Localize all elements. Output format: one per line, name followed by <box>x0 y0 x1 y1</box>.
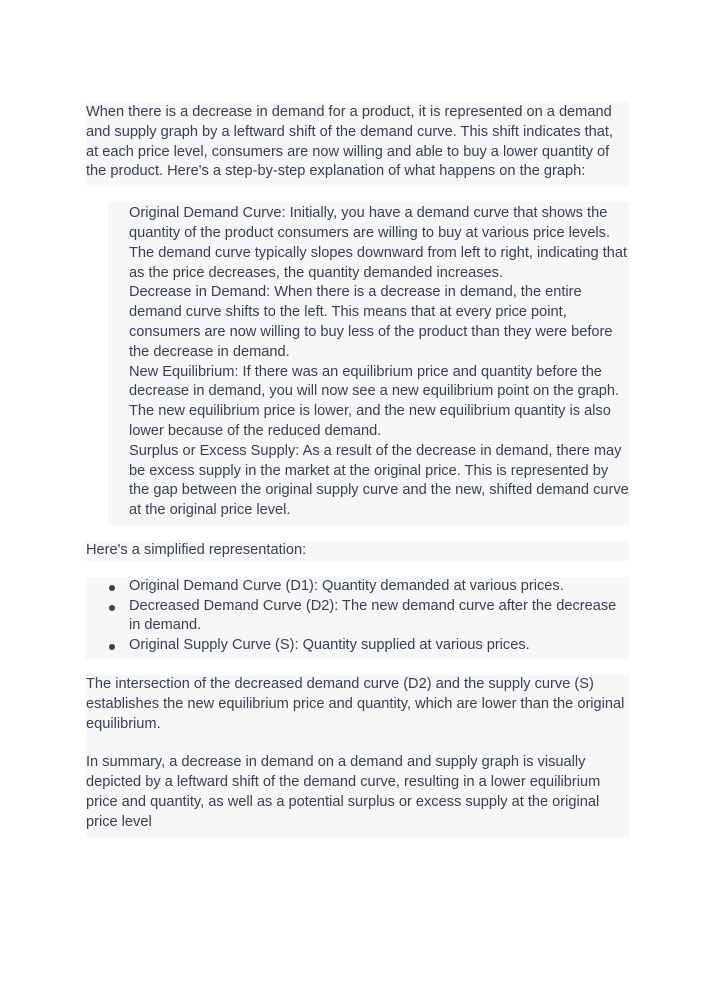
summary-paragraph: In summary, a decrease in demand on a demand and supply graph is visually depicted by a leftward shift of the demand curve, resulting in a lower equilibrium price and quantity, as well as a potential surplus or excess supply at the original price level <box>86 754 601 830</box>
list-item-text: Original Demand Curve (D1): Quantity demanded at various prices. <box>129 577 564 594</box>
step-original-demand: Original Demand Curve: Initially, you have a demand curve that shows the quantity of the product consumers are willing to buy at various price levels. The demand curve typically slopes downward from left to right, indicating that as the price decreases, the quantity demanded increases. <box>129 205 628 281</box>
document-body <box>86 102 629 837</box>
list-item-text: Decreased Demand Curve (D2): The new demand curve after the decrease in demand. <box>129 597 617 634</box>
bullet-icon <box>109 644 115 650</box>
steps-block <box>108 202 629 525</box>
simplified-heading: Here's a simplified representation: <box>86 541 629 561</box>
step-new-equilibrium: New Equilibrium: If there was an equilibrium price and quantity before the decrease in demand, you will now see a new equilibrium point on the graph. The new equilibrium price is lower, and the new equilibrium quantity is also lower because of the reduced demand. <box>129 363 619 439</box>
bullet-icon <box>109 605 115 611</box>
intro-paragraph: When there is a decrease in demand for a product, it is represented on a demand and supply graph by a leftward shift of the demand curve. This shift indicates that, at each price level, consumers are now willing and able to buy a lower quantity of the product. Here's a step-by-step explanation of what happens on the graph: <box>86 102 629 186</box>
bullet-icon <box>109 585 115 591</box>
bullet-list <box>86 577 629 659</box>
conclusion-block <box>86 675 629 837</box>
list-item-d2 <box>86 597 629 637</box>
step-surplus: Surplus or Excess Supply: As a result of the decrease in demand, there may be excess supply in the market at the original price. This is represented by the gap between the original supply curve and the new, shifted demand curve at the original price level. <box>129 442 629 519</box>
list-item-d1 <box>86 577 629 597</box>
intersection-paragraph: The intersection of the decreased demand curve (D2) and the supply curve (S) establishes the new equilibrium price and quantity, which are lower than the original equilibrium. <box>86 675 625 732</box>
step-decrease-in-demand: Decrease in Demand: When there is a decrease in demand, the entire demand curve shifts to the left. This means that at every price point, consumers are now willing to buy less of the product than they were before the decrease in demand. <box>129 284 613 360</box>
list-item-s <box>86 636 629 656</box>
list-item-text: Original Supply Curve (S): Quantity supplied at various prices. <box>129 637 530 654</box>
